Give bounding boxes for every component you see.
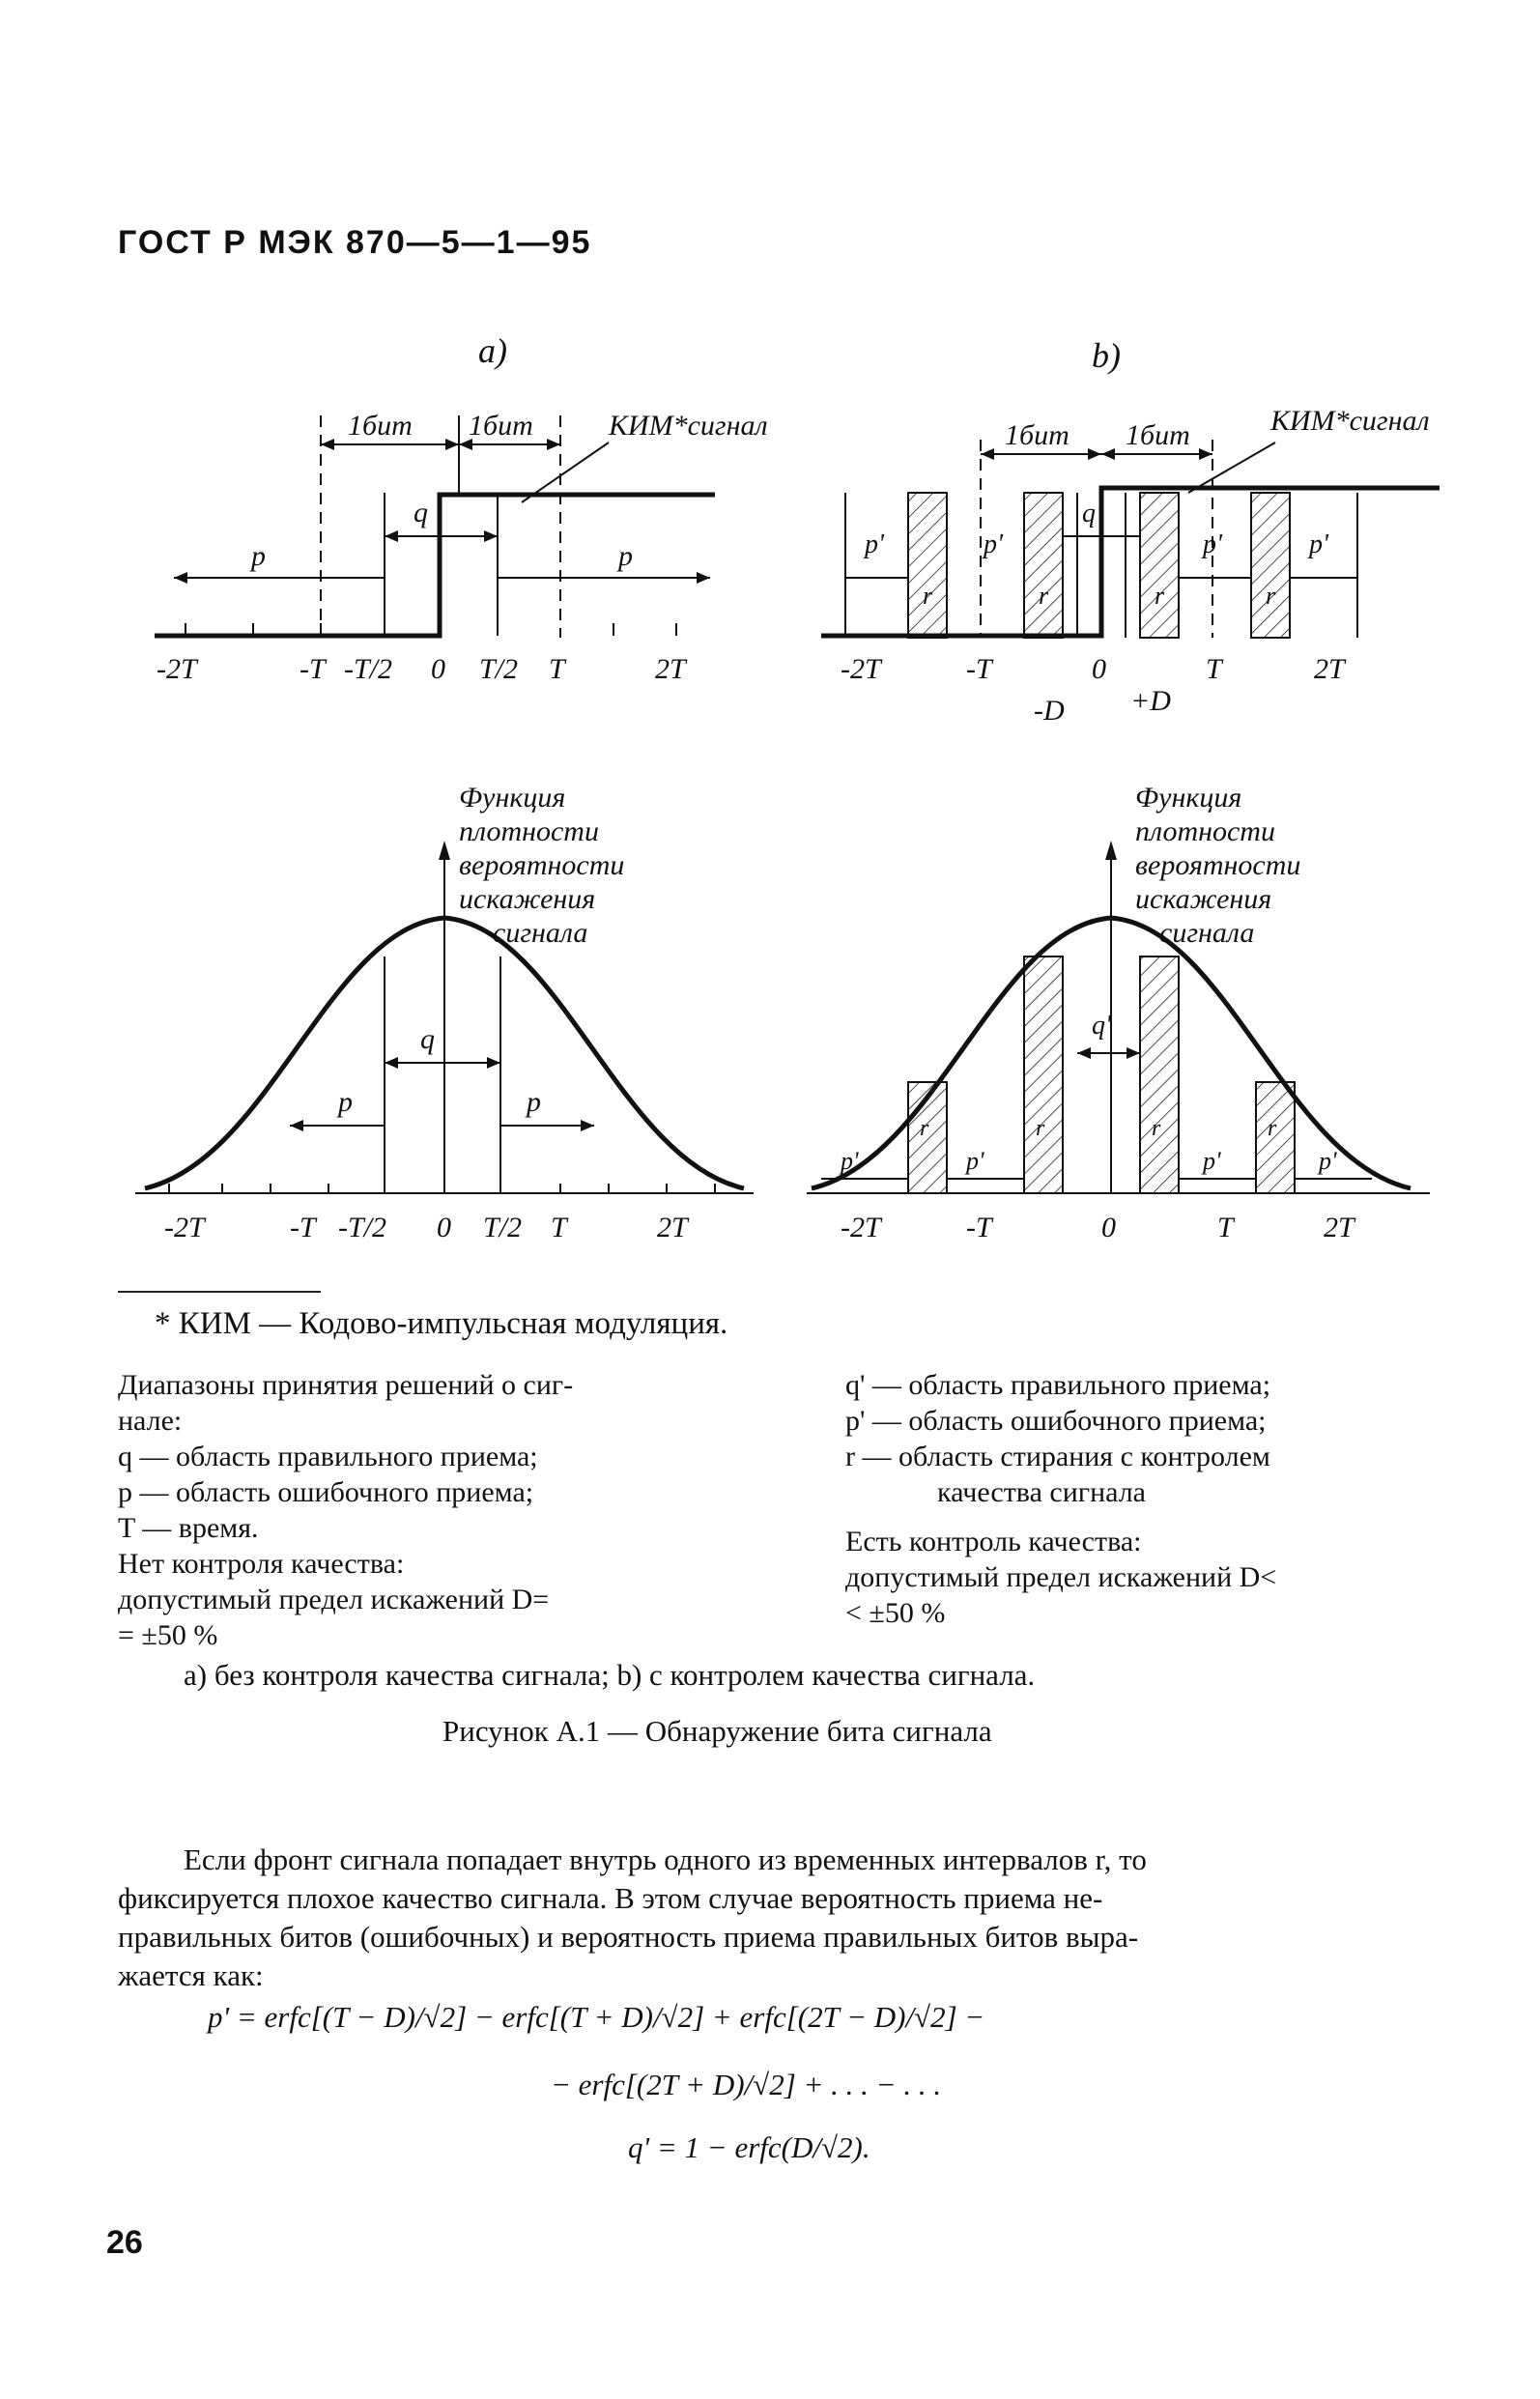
bit-label-1: 1бит [348, 410, 413, 442]
footnote: * КИМ — Кодово-импульсная модуляция. [155, 1306, 728, 1341]
region-p-right: p [618, 540, 633, 572]
signal-label-a: КИМ*сигнал [609, 410, 768, 442]
figure-b-density [802, 773, 1478, 1246]
paragraph-line: жается как: [118, 1958, 264, 1992]
legend-left-line: q — область правильного приема; [118, 1441, 538, 1472]
density-b-tick-5: 2T [1324, 1212, 1355, 1243]
density-a-line4: искажения [459, 883, 596, 915]
density-a-tick-4: 0 [437, 1212, 451, 1243]
a-tick-6: T [549, 653, 565, 685]
paragraph-line: фиксируется плохое качество сигнала. В этом случае вероятность приема не- [118, 1881, 1103, 1915]
b-region-qprime: q' [1082, 499, 1101, 528]
density-a-line1: Функция [459, 782, 566, 814]
legend-right-control-title: Есть контроль качества: [845, 1526, 1142, 1557]
a-tick-3: -T/2 [344, 653, 393, 685]
density-a-line3: вероятности [459, 849, 625, 881]
density-b-r-3: r [1152, 1116, 1161, 1141]
bit-label-2: 1бит [469, 410, 533, 442]
density-b-line2: плотности [1135, 815, 1275, 847]
formula-line-2: − erfc[(2T + D)/√2] + . . . − . . . [551, 2068, 942, 2101]
density-a-line5: сигнала [493, 917, 588, 949]
density-a-tick-7: 2T [657, 1212, 688, 1243]
density-a-line2: плотности [459, 815, 599, 847]
b-minus-d: -D [1034, 695, 1065, 727]
b-region-pprime-1: p' [865, 529, 884, 559]
formula-line-1: p' = erfc[(T − D)/√2] − erfc[(T + D)/√2] + erfc[(2T − D)/√2] − [208, 2000, 985, 2034]
density-a-tick-5: T/2 [483, 1212, 523, 1243]
density-b-pprime-1: p' [841, 1147, 859, 1175]
density-b-line5: сигнала [1159, 917, 1255, 949]
density-a-tick-6: T [551, 1212, 567, 1243]
density-a-p-left: p [338, 1086, 353, 1118]
legend-left-control-title: Нет контроля качества: [118, 1548, 405, 1580]
density-b-tick-2: -T [966, 1212, 992, 1243]
b-tick-4: T [1206, 653, 1222, 685]
density-a-p-right: p [527, 1086, 541, 1118]
panel-a-label: a) [478, 331, 507, 370]
a-tick-7: 2T [655, 653, 686, 685]
b-tick-2: -T [966, 653, 992, 685]
legend-right-line: p' — область ошибочного приема; [845, 1405, 1267, 1437]
region-q-label: q [414, 497, 428, 528]
density-a-q: q [420, 1023, 435, 1055]
footnote-rule [118, 1291, 321, 1293]
bit-label-b1: 1бит [1005, 419, 1069, 451]
legend-right-line: q' — область правильного приема; [845, 1369, 1271, 1401]
legend-left-control-line: допустимый предел искажений D= [118, 1584, 550, 1615]
density-a-tick-2: -T [290, 1212, 316, 1243]
a-tick-1: -2T [157, 653, 197, 685]
legend-left-line: нале: [118, 1405, 183, 1437]
b-region-pprime-4: p' [1309, 529, 1328, 559]
a-tick-5: T/2 [479, 653, 519, 685]
b-region-r-2: r [1039, 582, 1049, 610]
density-b-tick-4: T [1217, 1212, 1234, 1243]
signal-label-b: КИМ*сигнал [1270, 405, 1430, 437]
density-b-line3: вероятности [1135, 849, 1301, 881]
figure-b-signal [802, 328, 1459, 734]
density-b-qprime: q' [1092, 1011, 1111, 1041]
b-region-r-1: r [923, 582, 933, 610]
legend-left-line: p — область ошибочного приема; [118, 1476, 534, 1508]
page-number: 26 [106, 2224, 143, 2261]
density-b-tick-1: -2T [841, 1212, 881, 1243]
bit-label-b2: 1бит [1126, 419, 1190, 451]
a-tick-4: 0 [431, 653, 445, 685]
paragraph-line: правильных битов (ошибочных) и вероятность приема правильных битов выра- [118, 1920, 1139, 1954]
legend-right-line: качества сигнала [937, 1476, 1146, 1508]
region-p-left: p [251, 540, 266, 572]
density-b-pprime-2: p' [966, 1147, 984, 1175]
b-tick-3: 0 [1092, 653, 1106, 685]
body-paragraph [118, 1841, 1461, 1995]
figure-a-density [126, 773, 763, 1246]
b-region-pprime-3: p' [1203, 529, 1222, 559]
legend-right-control-line: допустимый предел искажений D< [845, 1561, 1277, 1593]
document-header: ГОСТ Р МЭК 870—5—1—95 [118, 224, 592, 261]
b-tick-5: 2T [1314, 653, 1345, 685]
density-b-tick-3: 0 [1101, 1212, 1116, 1243]
b-plus-d: +D [1130, 685, 1171, 717]
legend-right-line: r — область стирания с контролем [845, 1441, 1270, 1472]
b-tick-1: -2T [841, 653, 881, 685]
panel-b-label: b) [1092, 336, 1121, 375]
b-region-r-3: r [1155, 582, 1165, 610]
figure-subcaption: а) без контроля качества сигнала; b) с контролем качества сигнала. [184, 1658, 1036, 1692]
density-b-pprime-3: p' [1203, 1147, 1221, 1175]
figure-caption: Рисунок А.1 — Обнаружение бита сигнала [442, 1714, 992, 1748]
b-region-pprime-2: p' [984, 529, 1003, 559]
density-b-line4: искажения [1135, 883, 1272, 915]
density-b-line1: Функция [1135, 782, 1242, 814]
density-a-tick-3: -T/2 [338, 1212, 387, 1243]
density-a-tick-1: -2T [164, 1212, 205, 1243]
paragraph-line: Если фронт сигнала попадает внутрь одного из временных интервалов r, то [184, 1842, 1147, 1876]
formula-line-3: q' = 1 − erfc(D/√2). [628, 2130, 870, 2164]
density-b-r-4: r [1268, 1116, 1277, 1141]
legend-left-control-line: = ±50 % [118, 1619, 218, 1651]
a-tick-2: -T [299, 653, 326, 685]
density-b-r-1: r [920, 1116, 929, 1141]
density-b-r-2: r [1036, 1116, 1045, 1141]
density-b-pprime-4: p' [1319, 1147, 1337, 1175]
b-region-r-4: r [1266, 582, 1276, 610]
legend-right-control-line: < ±50 % [845, 1597, 946, 1629]
legend-left-line: T — время. [118, 1512, 259, 1544]
legend-right [845, 1367, 1483, 1631]
legend-left [118, 1367, 756, 1653]
figure-a-signal [135, 328, 768, 734]
legend-left-line: Диапазоны принятия решений о сиг- [118, 1369, 574, 1401]
